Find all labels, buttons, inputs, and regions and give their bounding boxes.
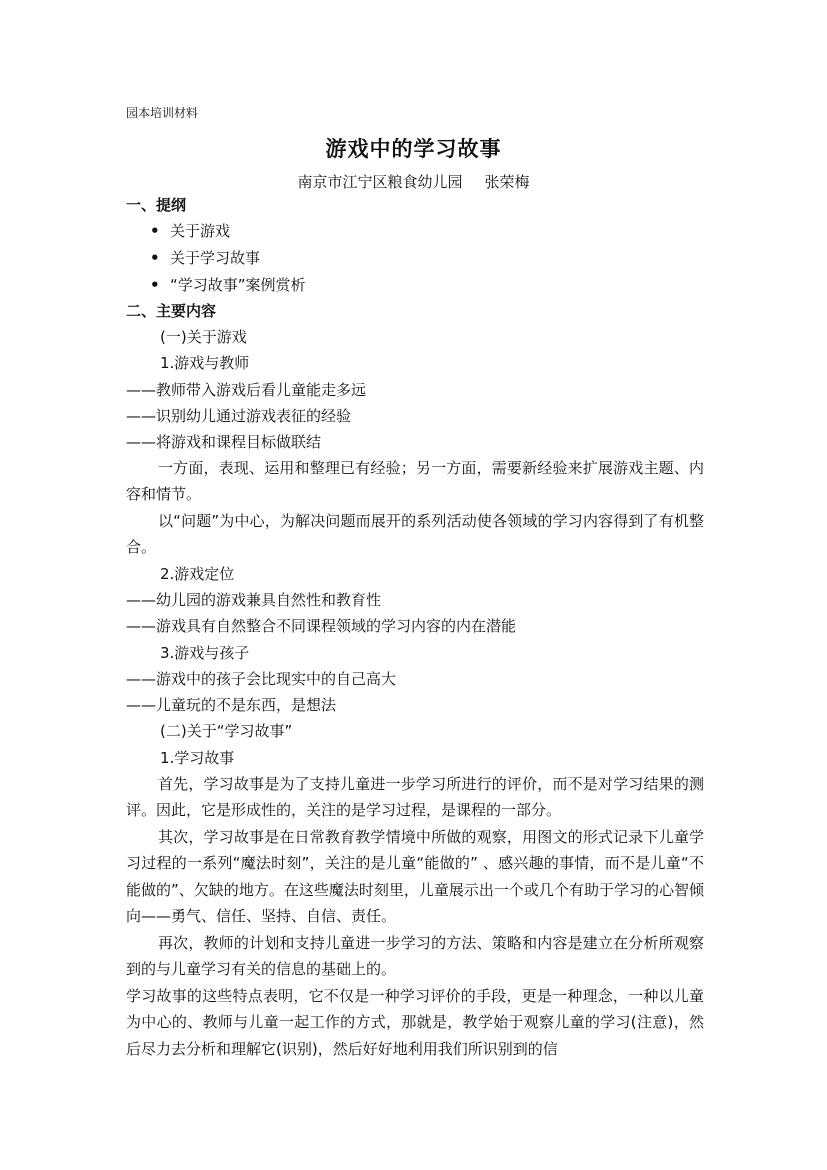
outline-bullet <box>150 275 306 295</box>
author-name: 张荣梅 <box>484 173 530 191</box>
paragraph: 学习故事的这些特点表明，它不仅是一种学习评价的手段，更是一种理念，一种以儿童为中心的、教师与儿童一起工作的方式，那就是，教学始于观察儿童的学习(注意)，然后尽力去分析和理解它(识别)，然后好好地利用我们所识别到的信 <box>126 987 704 1058</box>
outline-item: 关于学习故事 <box>170 249 261 267</box>
header-note: 园本培训材料 <box>126 106 199 120</box>
paragraph: 再次，教师的计划和支持儿童进一步学习的方法、策略和内容是建立在分析所观察到的与儿童学习有关的信息的基础上的。 <box>126 934 704 979</box>
outline-item: “学习故事”案例赏析 <box>170 276 306 294</box>
section2-heading: 二、主要内容 <box>126 302 217 320</box>
sub-heading: 3.游戏与孩子 <box>160 644 250 662</box>
dash-item: ——教师带入游戏后看儿童能走多远 <box>126 381 367 399</box>
sub-heading: 1.游戏与教师 <box>160 354 250 372</box>
dash-item: ——幼儿园的游戏兼具自然性和教育性 <box>126 591 382 609</box>
part-heading: (二)关于“学习故事” <box>160 722 293 740</box>
paragraph: 以“问题”为中心，为解决问题而展开的系列活动使各领域的学习内容得到了有机整合。 <box>126 512 704 557</box>
outline-bullet <box>150 221 230 241</box>
bullet-dot-icon: • <box>150 222 160 240</box>
paragraph: 一方面，表现、运用和整理已有经验；另一方面，需要新经验来扩展游戏主题、内容和情节。 <box>126 459 704 504</box>
section1-heading: 一、提纲 <box>126 196 187 214</box>
document-title: 游戏中的学习故事 <box>325 137 502 161</box>
dash-item: ——儿童玩的不是东西，是想法 <box>126 696 337 714</box>
dash-item: ——将游戏和课程目标做联结 <box>126 433 322 451</box>
document-subtitle <box>0 171 827 192</box>
dash-item: ——游戏中的孩子会比现实中的自己高大 <box>126 670 397 688</box>
bullet-dot-icon: • <box>150 276 160 294</box>
paragraph: 首先，学习故事是为了支持儿童进一步学习所进行的评价，而不是对学习结果的测评。因此，它是形成性的，关注的是学习过程，是课程的一部分。 <box>126 775 704 820</box>
dash-item: ——游戏具有自然整合不同课程领域的学习内容的内在潜能 <box>126 617 517 635</box>
bullet-dot-icon: • <box>150 249 160 267</box>
sub-heading: 1.学习故事 <box>160 749 235 767</box>
dash-item: ——识别幼儿通过游戏表征的经验 <box>126 407 352 425</box>
outline-item: 关于游戏 <box>170 222 231 240</box>
outline-bullet <box>150 248 260 268</box>
part-heading: (一)关于游戏 <box>160 328 247 346</box>
sub-heading: 2.游戏定位 <box>160 565 235 583</box>
author-unit: 南京市江宁区粮食幼儿园 <box>297 173 463 191</box>
paragraph: 其次，学习故事是在日常教育教学情境中所做的观察，用图文的形式记录下儿童学习过程的一系列“魔法时刻”，关注的是儿童“能做的” 、感兴趣的事情，而不是儿童“不能做的”、欠缺的地方。在这些魔法时刻里，儿童展示出一个或几个有助于学习的心智倾向——勇气、信任、坚持、自信、责任。 <box>126 828 704 926</box>
